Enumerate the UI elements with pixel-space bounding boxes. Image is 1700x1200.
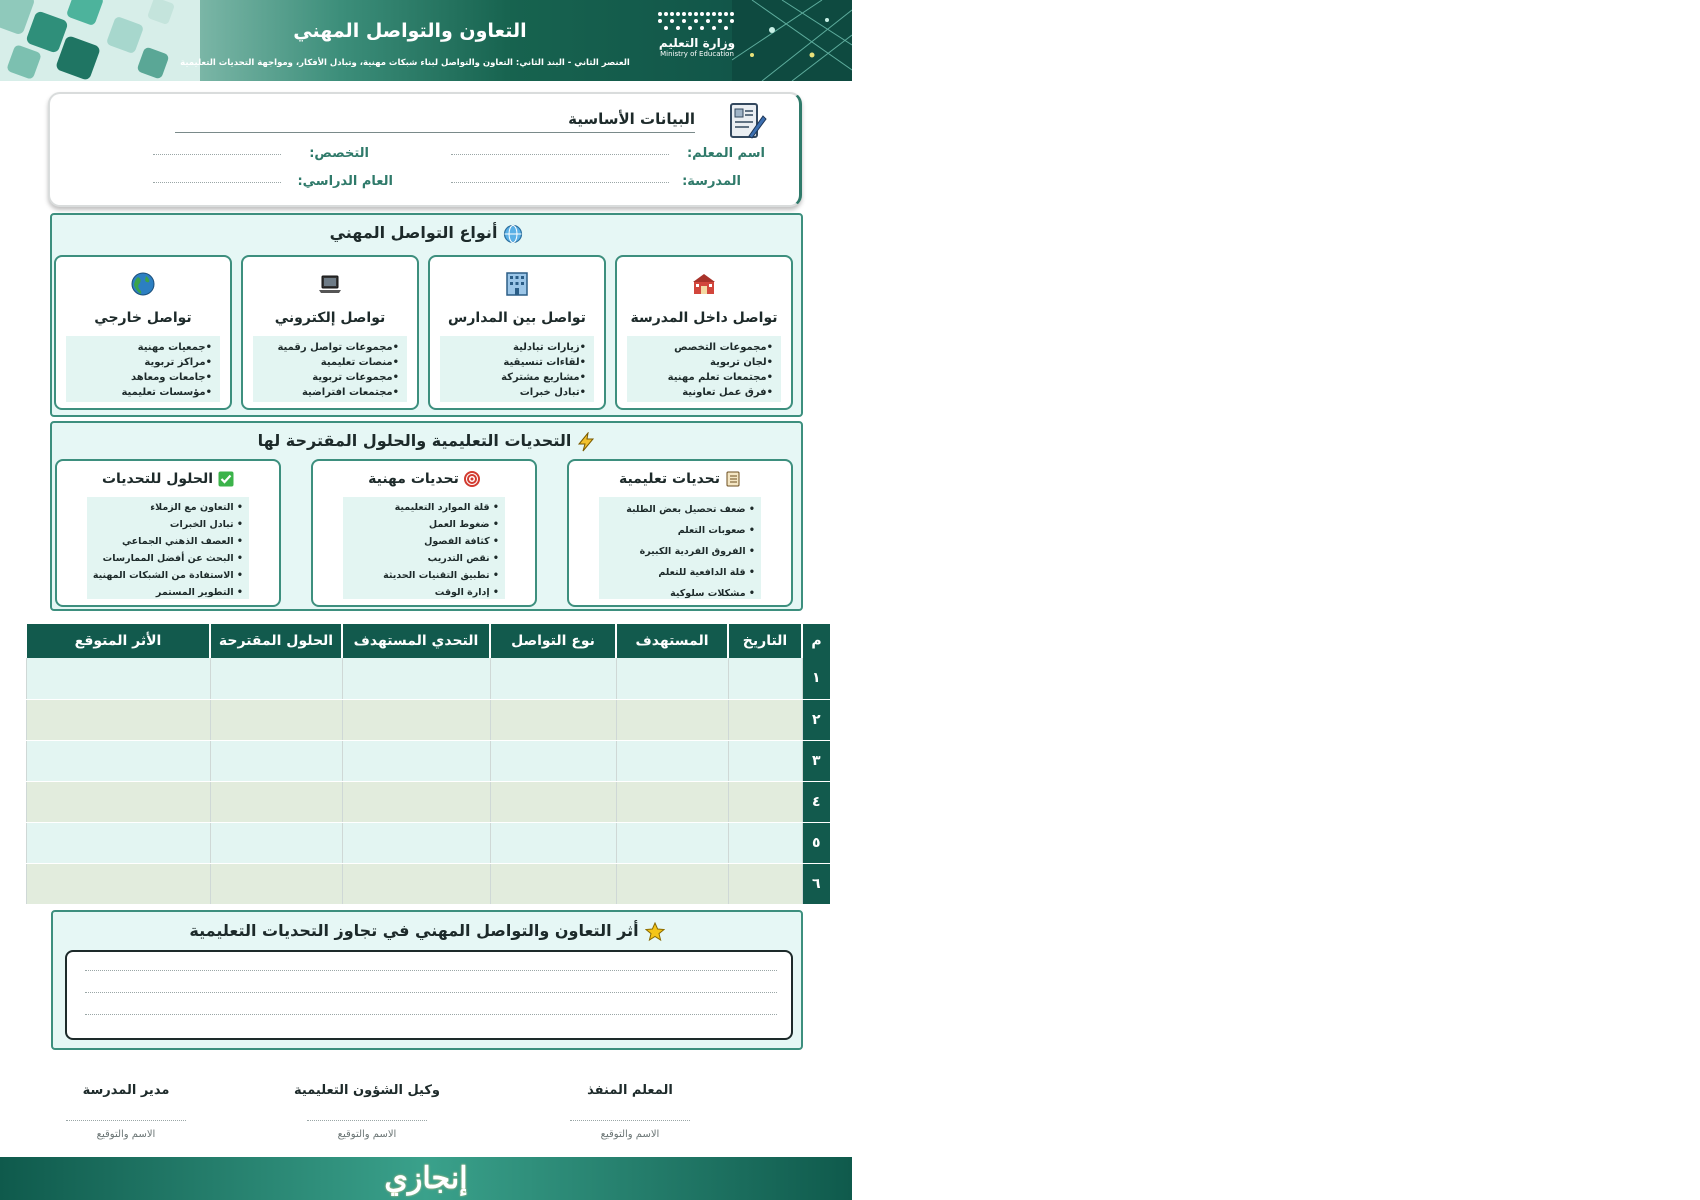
table-cell[interactable] [210, 740, 342, 781]
table-cell[interactable] [728, 863, 802, 904]
table-cell[interactable] [728, 822, 802, 863]
page-subtitle: العنصر الثاني - البند الثاني: التعاون والتواصل لبناء شبكات مهنية، وتبادل الأفكار، ومواجهة التحديات التعليمية [180, 58, 630, 68]
table-cell[interactable] [26, 658, 210, 699]
challenges-title: التحديات التعليمية والحلول المقترحة لها [257, 431, 572, 450]
lightning-icon [577, 432, 595, 452]
footer-banner [0, 1157, 852, 1200]
box-title: تحديات تعليمية [618, 471, 721, 487]
teacher-label: اسم المعلم: [686, 146, 765, 161]
types-title: أنواع التواصل المهني [329, 223, 498, 242]
decorative-cubes-left [0, 0, 200, 81]
laptop-icon [243, 271, 417, 299]
title-underline [175, 132, 695, 133]
list-item: • العصف الذهني الجماعي [122, 536, 243, 547]
signature-teacher [550, 1083, 710, 1140]
table-cell[interactable] [490, 658, 616, 699]
table-cell[interactable] [616, 658, 728, 699]
type-title: تواصل بين المدارس [448, 310, 586, 326]
type-points [627, 336, 781, 402]
signature-role: المعلم المنفذ [587, 1083, 673, 1098]
basic-info-title: البيانات الأساسية [568, 110, 695, 128]
type-title: تواصل داخل المدرسة [630, 310, 778, 326]
professional-challenges-heading [313, 471, 535, 487]
list-item: •مؤسسات تعليمية [121, 387, 212, 398]
list-item: • كثافة الفصول [424, 536, 499, 547]
signature-name-label: الاسم والتوقيع [96, 1129, 156, 1140]
type-card-between-schools [428, 255, 606, 410]
table-header: م [802, 624, 830, 658]
table-row [26, 822, 830, 863]
list-item: •مشاريع مشتركة [501, 372, 586, 383]
table-cell[interactable] [26, 781, 210, 822]
table-header: الحلول المقترحة [210, 624, 342, 658]
list-item: • الفروق الفردية الكبيرة [639, 546, 755, 557]
box-title: الحلول للتحديات [101, 471, 214, 487]
ministry-dots-icon [654, 8, 740, 34]
educational-challenges-heading [569, 471, 791, 487]
building-icon [430, 271, 604, 299]
table-cell[interactable] [26, 699, 210, 740]
row-number: ٤ [802, 781, 830, 822]
type-points [440, 336, 594, 402]
professional-challenges-box [311, 459, 537, 607]
impact-writing-area[interactable] [65, 950, 793, 1040]
box-points [599, 497, 761, 599]
type-card-inside-school [615, 255, 793, 410]
list-item: •تبادل خبرات [519, 387, 586, 398]
globe-icon [56, 271, 230, 299]
table-cell[interactable] [210, 658, 342, 699]
communication-types-panel [50, 213, 803, 417]
row-number: ٢ [802, 699, 830, 740]
table-cell[interactable] [728, 740, 802, 781]
list-item: • التعاون مع الزملاء [150, 502, 243, 513]
target-icon [464, 471, 480, 487]
table-cell[interactable] [210, 863, 342, 904]
table-cell[interactable] [342, 658, 490, 699]
table-cell[interactable] [342, 863, 490, 904]
signature-line[interactable] [570, 1120, 690, 1121]
year-field[interactable] [153, 182, 281, 183]
type-card-external [54, 255, 232, 410]
table-cell[interactable] [342, 822, 490, 863]
type-title: تواصل خارجي [94, 310, 192, 326]
challenges-heading [52, 431, 801, 452]
table-header: المستهدف [616, 624, 728, 658]
list-item: • التطوير المستمر [155, 587, 243, 598]
list-item: • تطبيق التقنيات الحديثة [383, 570, 499, 581]
school-label: المدرسة: [682, 174, 741, 189]
row-number: ٣ [802, 740, 830, 781]
school-icon [617, 271, 791, 299]
list-item: • نقص التدريب [427, 553, 499, 564]
notebook-icon [725, 471, 741, 487]
decorative-network-right [732, 0, 852, 81]
star-icon [645, 922, 665, 942]
list-item: •لقاءات تنسيقية [503, 357, 586, 368]
table-cell[interactable] [616, 863, 728, 904]
list-item: • قلة الدافعية للتعلم [658, 567, 755, 578]
type-card-electronic [241, 255, 419, 410]
list-item: •مجموعات التخصص [674, 342, 773, 353]
basic-info-card [48, 92, 802, 207]
signature-deputy [287, 1083, 447, 1140]
type-title: تواصل إلكتروني [274, 310, 386, 326]
table-cell[interactable] [616, 781, 728, 822]
activity-table [25, 624, 830, 905]
table-cell[interactable] [728, 781, 802, 822]
challenges-panel [50, 421, 803, 611]
ministry-name-ar: وزارة التعليم [658, 36, 736, 50]
year-label: العام الدراسي: [297, 174, 393, 189]
solutions-box [55, 459, 281, 607]
table-header-row [26, 624, 830, 658]
brand-logo: إنجازي [384, 1161, 468, 1196]
ministry-logo [647, 8, 747, 73]
specialty-field[interactable] [153, 154, 281, 155]
list-item: • ضغوط العمل [428, 519, 499, 530]
table-header: نوع التواصل [490, 624, 616, 658]
header-banner [0, 0, 852, 81]
box-title: تحديات مهنية [368, 471, 459, 487]
table-cell[interactable] [26, 822, 210, 863]
list-item: •منصات تعليمية [320, 357, 399, 368]
list-item: •فرق عمل تعاونية [682, 387, 773, 398]
globe-network-icon [503, 224, 523, 244]
table-header: التحدي المستهدف [342, 624, 490, 658]
list-item: • قلة الموارد التعليمية [394, 502, 499, 513]
table-cell[interactable] [210, 781, 342, 822]
list-item: • تبادل الخبرات [169, 519, 243, 530]
writing-line [85, 970, 777, 971]
impact-title: أثر التعاون والتواصل المهني في تجاوز التحديات التعليمية [189, 921, 639, 940]
table-row [26, 863, 830, 904]
table-cell[interactable] [342, 781, 490, 822]
list-item: •لجان تربوية [710, 357, 773, 368]
table-row [26, 781, 830, 822]
page-title: التعاون والتواصل المهني [293, 20, 527, 42]
educational-challenges-box [567, 459, 793, 607]
signature-name-label: الاسم والتوقيع [337, 1129, 397, 1140]
table-cell[interactable] [210, 699, 342, 740]
list-item: •مجتمعات تعلم مهنية [667, 372, 773, 383]
list-item: • صعوبات التعلم [677, 525, 755, 536]
signature-principal [46, 1083, 206, 1140]
writing-line [85, 992, 777, 993]
specialty-label: التخصص: [309, 146, 369, 161]
table-cell[interactable] [490, 822, 616, 863]
table-cell[interactable] [616, 699, 728, 740]
table-cell[interactable] [342, 740, 490, 781]
table-cell[interactable] [728, 699, 802, 740]
signature-line[interactable] [307, 1120, 427, 1121]
impact-panel [51, 910, 803, 1050]
list-item: •مراكز تربوية [144, 357, 212, 368]
signature-role: وكيل الشؤون التعليمية [294, 1083, 440, 1098]
teacher-field[interactable] [451, 154, 669, 155]
communication-types-heading [52, 223, 801, 244]
school-field[interactable] [451, 182, 669, 183]
row-number: ١ [802, 658, 830, 699]
list-item: •مجموعات تربوية [312, 372, 399, 383]
list-item: • الاستفادة من الشبكات المهنية [92, 570, 243, 581]
list-item: • البحث عن أفضل الممارسات [102, 553, 243, 564]
table-cell[interactable] [616, 740, 728, 781]
list-item: • ضعف تحصيل بعض الطلبة [626, 504, 755, 515]
table-cell[interactable] [26, 863, 210, 904]
writing-line [85, 1014, 777, 1015]
row-number: ٥ [802, 822, 830, 863]
list-item: •مجموعات تواصل رقمية [277, 342, 399, 353]
list-item: • مشكلات سلوكية [670, 588, 755, 599]
solutions-heading [57, 471, 279, 487]
signature-line[interactable] [66, 1120, 186, 1121]
impact-heading [53, 921, 801, 942]
ministry-name-en: Ministry of Education [660, 50, 734, 58]
table-row [26, 658, 830, 699]
list-item: •جمعيات مهنية [137, 342, 212, 353]
list-item: •جامعات ومعاهد [131, 372, 212, 383]
table-cell[interactable] [490, 740, 616, 781]
clipboard-pen-icon [727, 102, 767, 140]
signature-role: مدير المدرسة [82, 1083, 170, 1098]
type-points [66, 336, 220, 402]
box-points [87, 497, 249, 599]
table-cell[interactable] [26, 740, 210, 781]
table-cell[interactable] [210, 822, 342, 863]
list-item: •زيارات تبادلية [513, 342, 586, 353]
table-cell[interactable] [490, 781, 616, 822]
table-cell[interactable] [616, 822, 728, 863]
list-item: • إدارة الوقت [434, 587, 499, 598]
table-cell[interactable] [490, 699, 616, 740]
list-item: •مجتمعات افتراضية [301, 387, 399, 398]
table-cell[interactable] [342, 699, 490, 740]
signature-name-label: الاسم والتوقيع [600, 1129, 660, 1140]
table-cell[interactable] [490, 863, 616, 904]
box-points [343, 497, 505, 599]
table-cell[interactable] [728, 658, 802, 699]
table-row [26, 699, 830, 740]
check-icon [218, 471, 234, 487]
type-points [253, 336, 407, 402]
table-row [26, 740, 830, 781]
row-number: ٦ [802, 863, 830, 904]
table-header: الأثر المتوقع [26, 624, 210, 658]
table-header: التاريخ [728, 624, 802, 658]
